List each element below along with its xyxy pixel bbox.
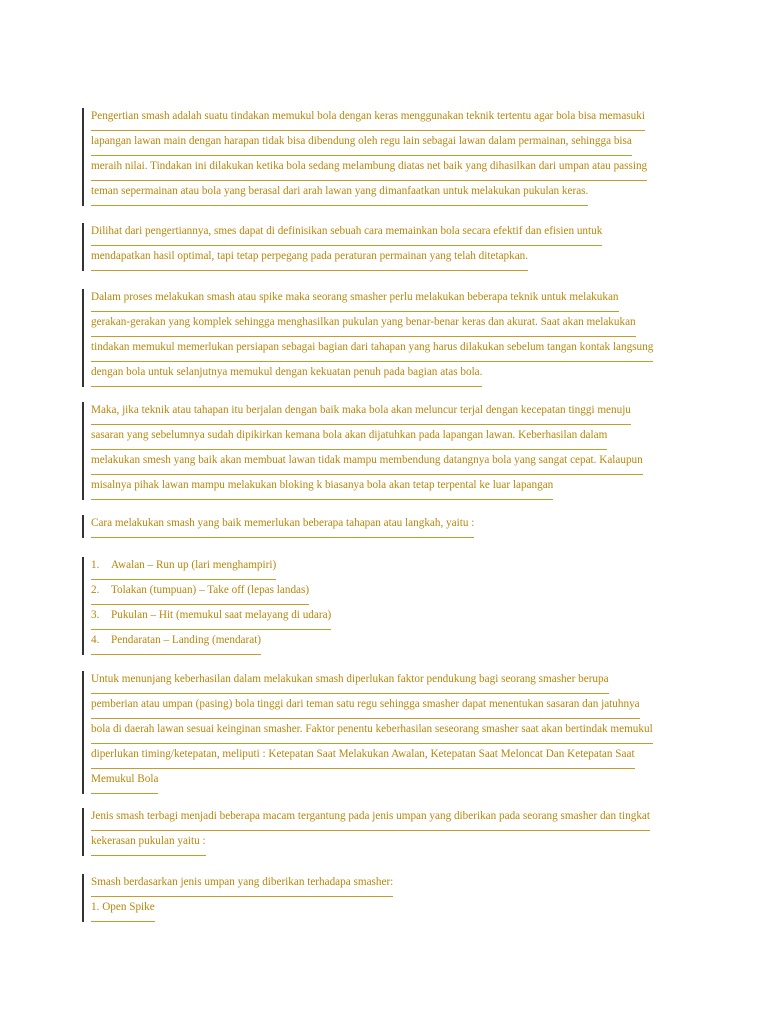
list-item: [91, 582, 309, 605]
text-line: 1. Open Spike: [91, 899, 155, 922]
text-line: sasaran yang sebelumnya sudah dipikirkan kemana bola akan dijatuhkan pada lapangan lawan. Keberhasilan dalam: [91, 427, 607, 450]
paragraph-by-pass: [82, 874, 691, 922]
list-item: [91, 557, 276, 580]
text-line: Dilihat dari pengertiannya, smes dapat di definisikan sebuah cara memainkan bola secara efektif dan efisien untuk: [91, 223, 602, 246]
text-line: Smash berdasarkan jenis umpan yang diberikan terhadapa smasher:: [91, 874, 393, 897]
paragraph-smash-types: [82, 808, 691, 856]
list-item: [91, 607, 331, 630]
text-line: diperlukan timing/ketepatan, meliputi : Ketepatan Saat Melakukan Awalan, Ketepatan Saat Meloncat Dan Ketepatan Saat: [91, 746, 635, 769]
list-number: 3.: [91, 609, 100, 621]
text-line: dengan bola untuk selanjutnya memukul dengan kekuatan penuh pada bagian atas bola.: [91, 364, 482, 387]
text-line: Pengertian smash adalah suatu tindakan memukul bola dengan keras menggunakan teknik tertentu agar bola bisa memasuki: [91, 108, 645, 131]
text-line: melakukan smesh yang baik akan membuat lawan tidak mampu membendung datangnya bola yang sangat cepat. Kalaupun: [91, 452, 643, 475]
list-item: [91, 632, 261, 655]
text-line: Untuk menunjang keberhasilan dalam melakukan smash diperlukan faktor pendukung bagi seorang smasher berupa: [91, 671, 609, 694]
text-line: kekerasan pukulan yaitu :: [91, 833, 206, 856]
text-line: Dalam proses melakukan smash atau spike maka seorang smasher perlu melakukan beberapa teknik untuk melakukan: [91, 289, 619, 312]
text-line: Jenis smash terbagi menjadi beberapa macam tergantung pada jenis umpan yang diberikan pada seorang smasher dan tingkat: [91, 808, 650, 831]
text-line: Maka, jika teknik atau tahapan itu berjalan dengan baik maka bola akan meluncur terjal dengan kecepatan tinggi menuju: [91, 402, 631, 425]
paragraph-supporting-factors: [82, 671, 691, 794]
list-number: 4.: [91, 634, 100, 646]
paragraph-process: [82, 289, 691, 387]
text-line: Memukul Bola: [91, 771, 158, 794]
text-line: teman sepermainan atau bola yang berasal dari arah lawan yang dimanfaatkan untuk melakukan pukulan keras.: [91, 183, 588, 206]
list-text: Pukulan – Hit (memukul saat melayang di udara): [111, 609, 332, 621]
list-text: Tolakan (tumpuan) – Take off (lepas landas): [111, 584, 310, 596]
text-line: misalnya pihak lawan mampu melakukan bloking k biasanya bola akan tetap terpental ke luar lapangan: [91, 477, 553, 500]
paragraph-steps-intro: [82, 515, 691, 538]
paragraph-definition: [82, 108, 691, 206]
text-line: bola di daerah lawan sesuai keinginan smasher. Faktor penentu keberhasilan seseorang smasher saat akan bertindak memukul: [91, 721, 653, 744]
text-line: Cara melakukan smash yang baik memerlukan beberapa tahapan atau langkah, yaitu :: [91, 515, 474, 538]
steps-list: [82, 557, 691, 655]
text-line: tindakan memukul memerlukan persiapan sebagai bagian dari tahapan yang harus dilakukan sebelum tangan kontak langsung: [91, 339, 653, 362]
text-line: gerakan-gerakan yang komplek sehingga menghasilkan pukulan yang benar-benar keras dan akurat. Saat akan melakukan: [91, 314, 636, 337]
paragraph-meaning: [82, 223, 691, 271]
text-line: pemberian atau umpan (pasing) bola tinggi dari teman satu regu sehingga smasher dapat menentukan sasaran dan jatuhnya: [91, 696, 640, 719]
text-line: mendapatkan hasil optimal, tapi tetap perpegang pada peraturan permainan yang telah ditetapkan.: [91, 248, 528, 271]
list-number: 2.: [91, 584, 100, 596]
paragraph-success: [82, 402, 691, 500]
text-line: meraih nilai. Tindakan ini dilakukan ketika bola sedang melambung diatas net baik yang dihasilkan dari umpan atau passing: [91, 158, 647, 181]
list-number: 1.: [91, 559, 100, 571]
list-text: Pendaratan – Landing (mendarat): [111, 634, 262, 646]
text-line: lapangan lawan main dengan harapan tidak bisa dibendung oleh regu lain sebagai lawan dalam permainan, sehingga bisa: [91, 133, 632, 156]
list-text: Awalan – Run up (lari menghampiri): [111, 559, 277, 571]
